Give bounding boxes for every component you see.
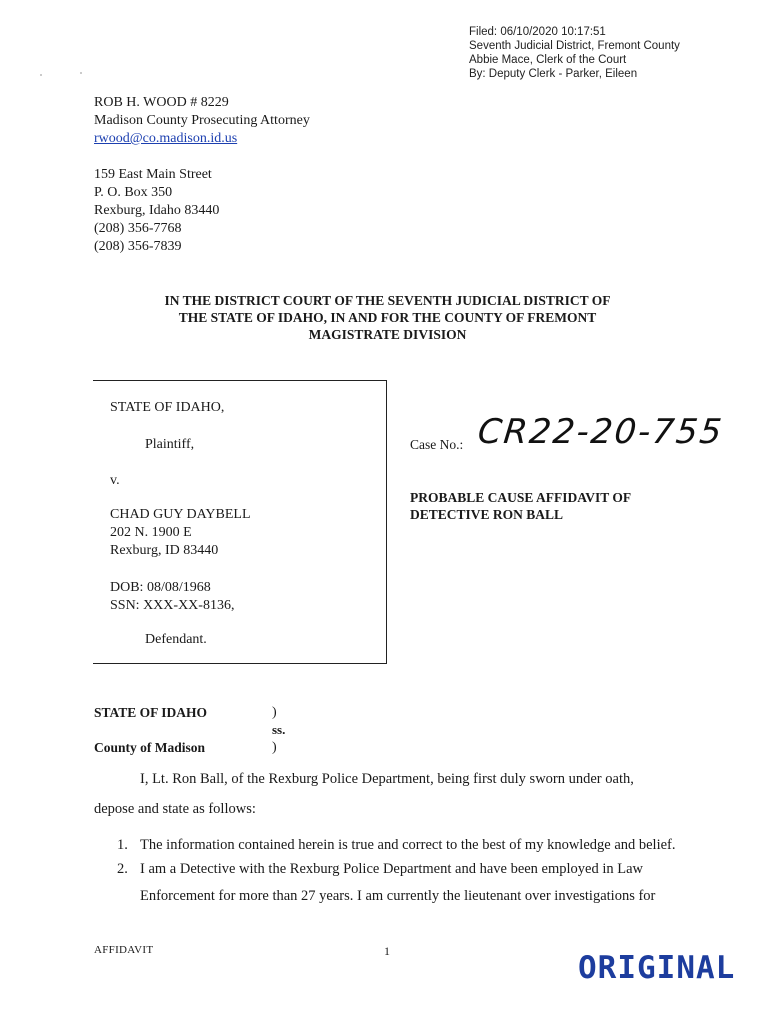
attorney-title: Madison County Prosecuting Attorney [94, 113, 310, 128]
venue-state: STATE OF IDAHO [94, 705, 208, 720]
defendant-name: CHAD GUY DAYBELL [110, 507, 251, 522]
filing-deputy: By: Deputy Clerk - Parker, Eileen [469, 68, 638, 80]
court-heading-line-3: MAGISTRATE DIVISION [308, 327, 467, 342]
filing-clerk: Abbie Mace, Clerk of the Court [469, 54, 627, 66]
case-number-label: Case No.: [410, 437, 464, 452]
venue-ss: ss. [272, 722, 286, 737]
address-block [94, 166, 219, 256]
defendant-role: Defendant. [145, 632, 207, 647]
filing-district: Seventh Judicial District, Fremont County [469, 40, 680, 52]
case-caption-box [93, 380, 387, 664]
case-number-handwritten: CR22-20-755 [475, 412, 726, 452]
page-number: 1 [384, 944, 390, 958]
document-title-line-2: DETECTIVE RON BALL [410, 507, 564, 522]
list-item-1-text: The information contained herein is true and correct to the best of my knowledge and belief. [140, 837, 676, 853]
court-heading-line-2: THE STATE OF IDAHO, IN AND FOR THE COUNTY OF FREMONT [178, 310, 597, 325]
defendant-dob: DOB: 08/08/1968 [110, 580, 211, 595]
intro-line-1: I, Lt. Ron Ball, of the Rexburg Police Department, being first duly sworn under oath, [140, 771, 634, 787]
court-heading-line-1: IN THE DISTRICT COURT OF THE SEVENTH JUDICIAL DISTRICT OF [164, 293, 611, 308]
filing-stamp [469, 25, 680, 81]
venue-county: County of Madison [94, 740, 206, 755]
list-item-2-text: I am a Detective with the Rexburg Police Department and have been employed in Law [140, 861, 644, 877]
address-phone-2: (208) 356-7839 [94, 239, 182, 254]
document-title [410, 489, 631, 523]
address-po-box: P. O. Box 350 [94, 185, 173, 200]
scan-speck [40, 74, 42, 76]
defendant-ssn: SSN: XXX-XX-8136, [110, 598, 235, 613]
list-item-1-number: 1. [117, 837, 128, 853]
address-phone-1: (208) 356-7768 [94, 221, 182, 236]
plaintiff-name: STATE OF IDAHO, [110, 400, 225, 415]
address-city: Rexburg, Idaho 83440 [94, 203, 220, 218]
scan-speck [80, 72, 82, 74]
venue-paren-bottom: ) [272, 740, 277, 755]
attorney-block [94, 94, 310, 148]
versus-label: v. [110, 473, 120, 488]
attorney-email-link[interactable]: rwood@co.madison.id.us [94, 131, 238, 146]
defendant-street: 202 N. 1900 E [110, 525, 192, 540]
attorney-name: ROB H. WOOD # 8229 [94, 95, 229, 110]
intro-line-2: depose and state as follows: [94, 801, 256, 817]
filing-date: Filed: 06/10/2020 10:17:51 [469, 26, 606, 38]
address-street: 159 East Main Street [94, 167, 212, 182]
footer-label: AFFIDAVIT [94, 944, 154, 956]
original-stamp: ORIGINAL [578, 950, 736, 986]
document-title-line-1: PROBABLE CAUSE AFFIDAVIT OF [410, 490, 632, 505]
defendant-city: Rexburg, ID 83440 [110, 543, 219, 558]
plaintiff-role: Plaintiff, [145, 437, 195, 452]
court-heading [80, 292, 695, 343]
list-item-2-number: 2. [117, 861, 128, 877]
list-item-2-text-continued: Enforcement for more than 27 years. I am currently the lieutenant over investigations for [140, 888, 656, 904]
venue-paren-top: ) [272, 705, 277, 720]
